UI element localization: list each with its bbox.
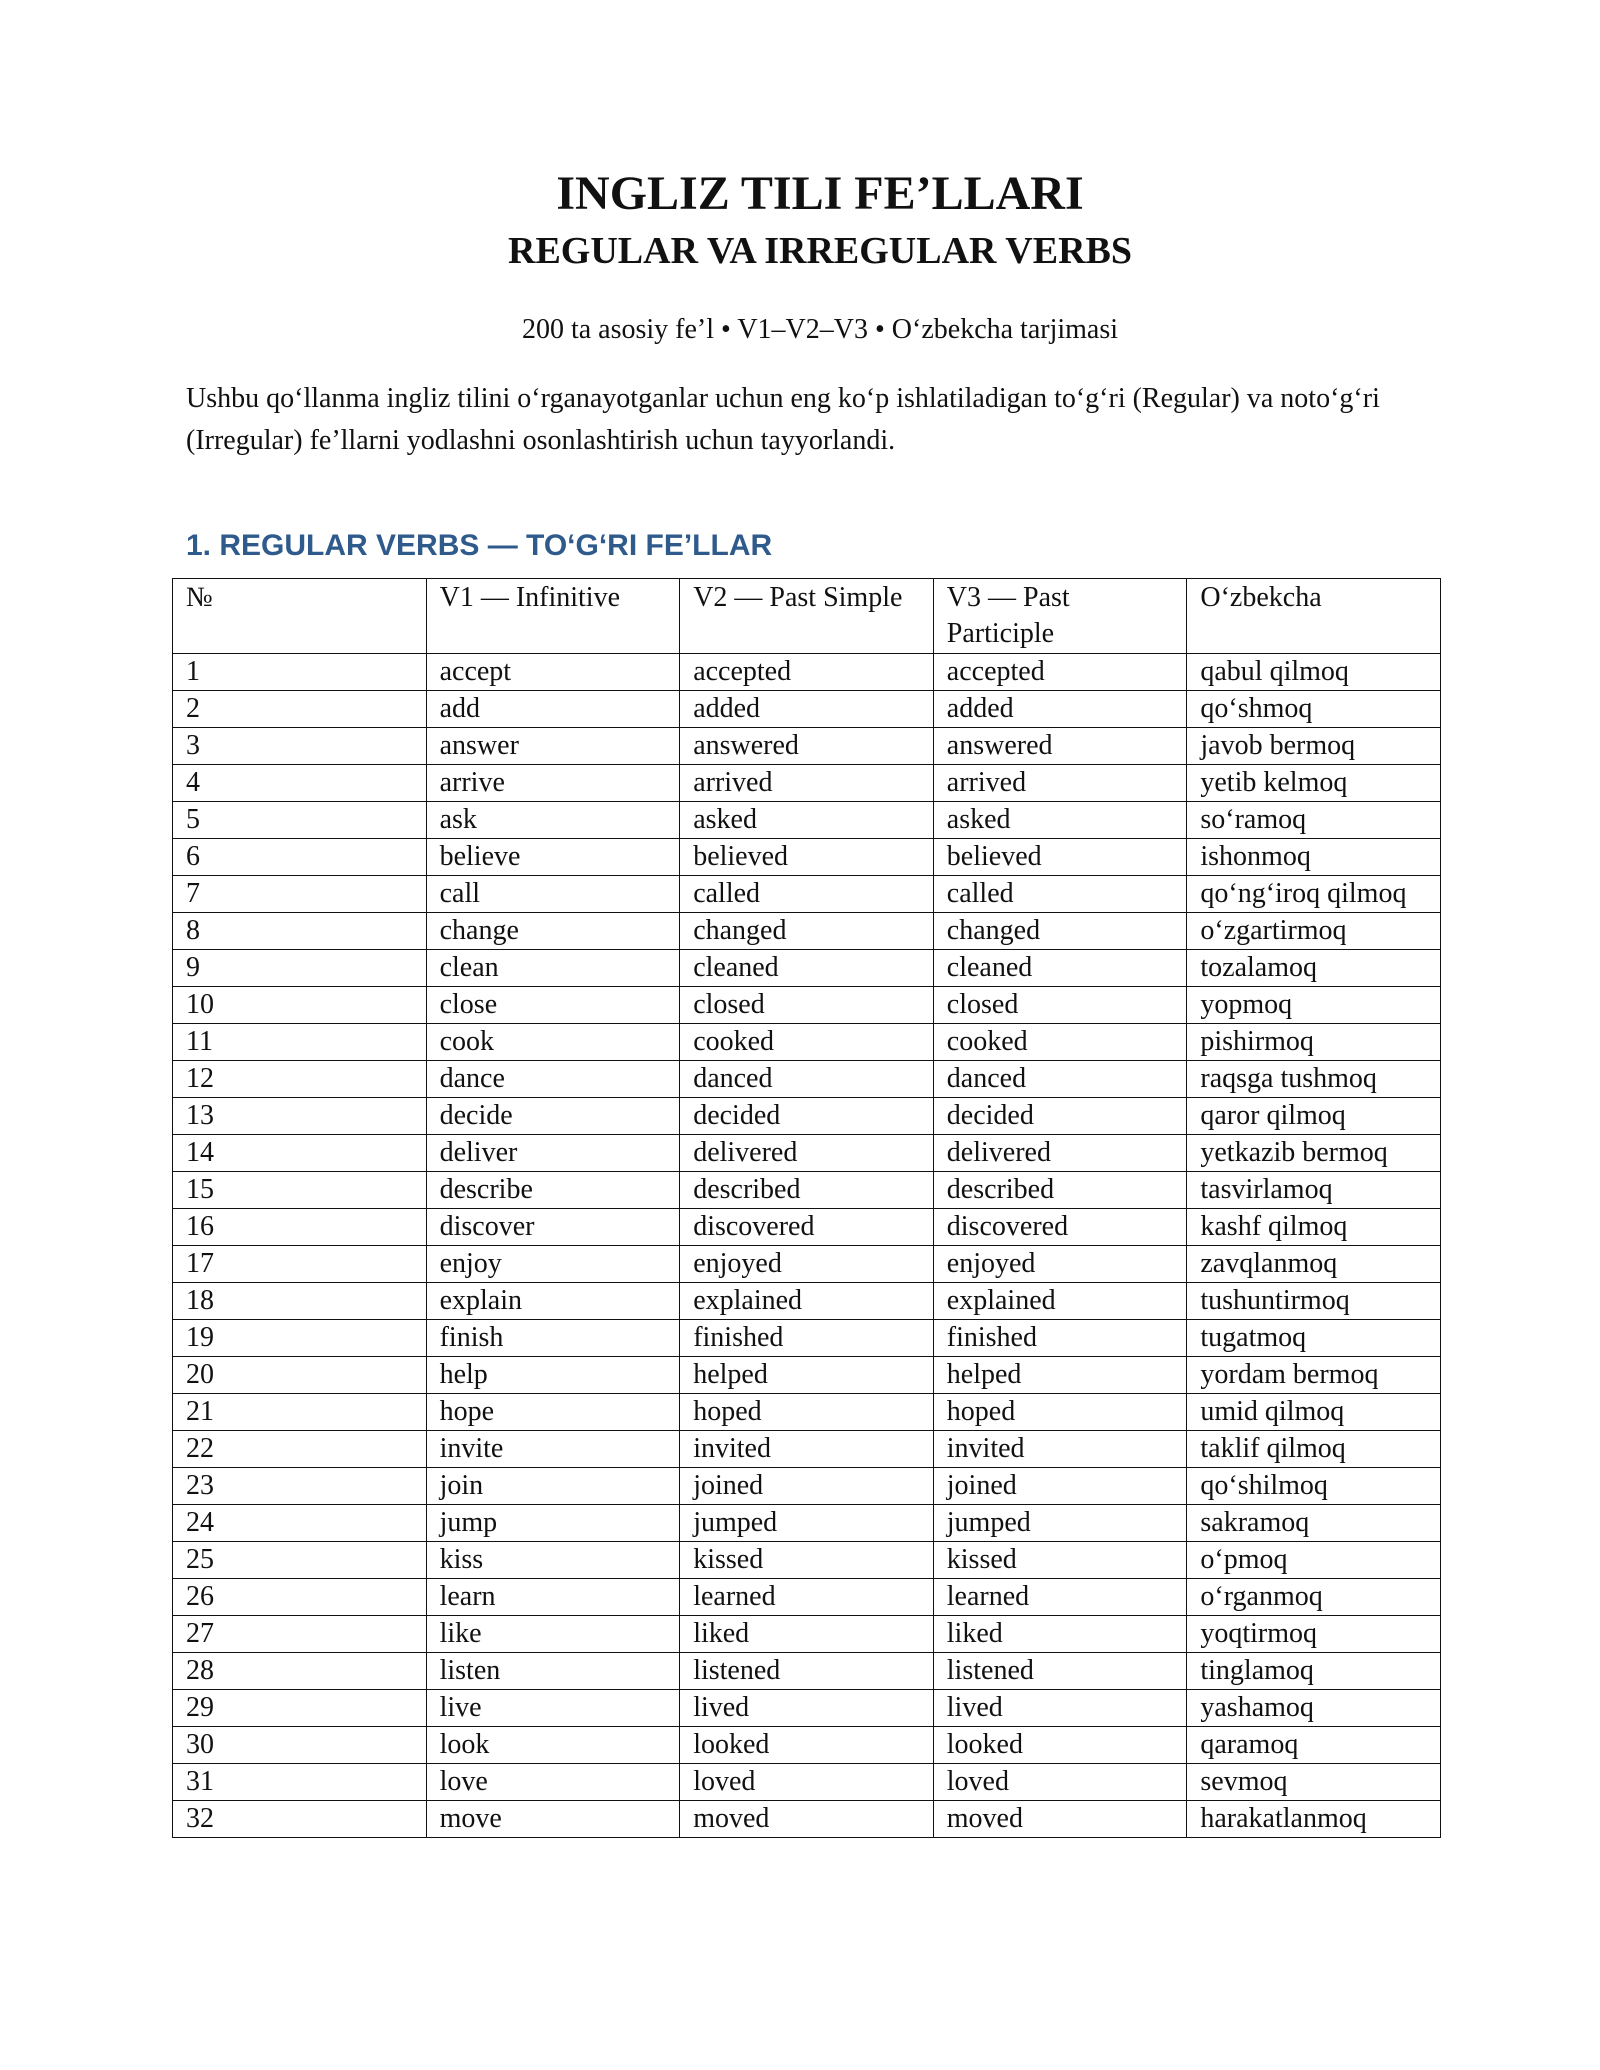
header-v2: V2 — Past Simple bbox=[680, 579, 934, 654]
header-v3: V3 — Past Participle bbox=[933, 579, 1187, 654]
cell-v2: loved bbox=[680, 1764, 934, 1801]
cell-v1: change bbox=[426, 913, 680, 950]
table-row bbox=[173, 1357, 1441, 1394]
section-heading-regular-verbs: 1. REGULAR VERBS — TO‘G‘RI FE’LLAR bbox=[186, 529, 773, 562]
cell-number: 11 bbox=[173, 1024, 427, 1061]
cell-v1: believe bbox=[426, 839, 680, 876]
cell-v2: danced bbox=[680, 1061, 934, 1098]
cell-v3: moved bbox=[933, 1801, 1187, 1838]
cell-uzbek: sevmoq bbox=[1187, 1764, 1441, 1801]
cell-v1: add bbox=[426, 691, 680, 728]
cell-v1: arrive bbox=[426, 765, 680, 802]
table-row bbox=[173, 1320, 1441, 1357]
cell-uzbek: kashf qilmoq bbox=[1187, 1209, 1441, 1246]
cell-v2: arrived bbox=[680, 765, 934, 802]
cell-number: 26 bbox=[173, 1579, 427, 1616]
cell-v2: explained bbox=[680, 1283, 934, 1320]
cell-uzbek: o‘rganmoq bbox=[1187, 1579, 1441, 1616]
cell-v1: join bbox=[426, 1468, 680, 1505]
table-row bbox=[173, 691, 1441, 728]
cell-v1: answer bbox=[426, 728, 680, 765]
cell-v3: changed bbox=[933, 913, 1187, 950]
cell-number: 6 bbox=[173, 839, 427, 876]
cell-uzbek: yoqtirmoq bbox=[1187, 1616, 1441, 1653]
cell-uzbek: umid qilmoq bbox=[1187, 1394, 1441, 1431]
cell-number: 21 bbox=[173, 1394, 427, 1431]
intro-paragraph: Ushbu qo‘llanma ingliz tilini o‘rganayotganlar uchun eng ko‘p ishlatiladigan to‘g‘ri (Regular) va noto‘g‘ri (Irregular) fe’llarni yodlashni osonlashtirish uchun tayyorlandi. bbox=[186, 383, 1380, 456]
cell-uzbek: tugatmoq bbox=[1187, 1320, 1441, 1357]
cell-uzbek: qo‘shmoq bbox=[1187, 691, 1441, 728]
cell-v3: finished bbox=[933, 1320, 1187, 1357]
cell-v3: delivered bbox=[933, 1135, 1187, 1172]
cell-number: 25 bbox=[173, 1542, 427, 1579]
cell-v1: clean bbox=[426, 950, 680, 987]
cell-uzbek: qabul qilmoq bbox=[1187, 654, 1441, 691]
table-row bbox=[173, 1209, 1441, 1246]
cell-number: 28 bbox=[173, 1653, 427, 1690]
cell-uzbek: qaror qilmoq bbox=[1187, 1098, 1441, 1135]
cell-uzbek: yordam bermoq bbox=[1187, 1357, 1441, 1394]
table-row bbox=[173, 1135, 1441, 1172]
table-row bbox=[173, 1024, 1441, 1061]
header-number: № bbox=[173, 579, 427, 654]
cell-number: 18 bbox=[173, 1283, 427, 1320]
cell-v2: answered bbox=[680, 728, 934, 765]
table-row bbox=[173, 1431, 1441, 1468]
cell-v3: cooked bbox=[933, 1024, 1187, 1061]
cell-v3: enjoyed bbox=[933, 1246, 1187, 1283]
cell-number: 10 bbox=[173, 987, 427, 1024]
cell-v3: answered bbox=[933, 728, 1187, 765]
cell-v2: accepted bbox=[680, 654, 934, 691]
cell-uzbek: tushuntirmoq bbox=[1187, 1283, 1441, 1320]
cell-uzbek: yetib kelmoq bbox=[1187, 765, 1441, 802]
cell-v2: listened bbox=[680, 1653, 934, 1690]
cell-v2: jumped bbox=[680, 1505, 934, 1542]
cell-number: 29 bbox=[173, 1690, 427, 1727]
cell-number: 1 bbox=[173, 654, 427, 691]
cell-v1: call bbox=[426, 876, 680, 913]
cell-number: 2 bbox=[173, 691, 427, 728]
cell-number: 17 bbox=[173, 1246, 427, 1283]
cell-v2: joined bbox=[680, 1468, 934, 1505]
cell-number: 24 bbox=[173, 1505, 427, 1542]
table-row bbox=[173, 1505, 1441, 1542]
cell-uzbek: harakatlanmoq bbox=[1187, 1801, 1441, 1838]
table-row bbox=[173, 1061, 1441, 1098]
regular-verbs-table bbox=[172, 578, 1441, 1838]
cell-uzbek: tinglamoq bbox=[1187, 1653, 1441, 1690]
cell-v3: kissed bbox=[933, 1542, 1187, 1579]
table-row bbox=[173, 1801, 1441, 1838]
cell-v1: like bbox=[426, 1616, 680, 1653]
cell-v2: hoped bbox=[680, 1394, 934, 1431]
cell-v3: hoped bbox=[933, 1394, 1187, 1431]
cell-uzbek: yetkazib bermoq bbox=[1187, 1135, 1441, 1172]
cell-uzbek: javob bermoq bbox=[1187, 728, 1441, 765]
cell-v3: asked bbox=[933, 802, 1187, 839]
cell-v3: accepted bbox=[933, 654, 1187, 691]
cell-v2: finished bbox=[680, 1320, 934, 1357]
table-row bbox=[173, 728, 1441, 765]
cell-v1: look bbox=[426, 1727, 680, 1764]
cell-v1: cook bbox=[426, 1024, 680, 1061]
table-row bbox=[173, 950, 1441, 987]
table-row bbox=[173, 987, 1441, 1024]
cell-number: 5 bbox=[173, 802, 427, 839]
cell-v2: kissed bbox=[680, 1542, 934, 1579]
cell-v3: looked bbox=[933, 1727, 1187, 1764]
table-row bbox=[173, 1283, 1441, 1320]
table-row bbox=[173, 802, 1441, 839]
table-row bbox=[173, 1246, 1441, 1283]
cell-number: 13 bbox=[173, 1098, 427, 1135]
cell-v1: finish bbox=[426, 1320, 680, 1357]
cell-v3: helped bbox=[933, 1357, 1187, 1394]
cell-v2: called bbox=[680, 876, 934, 913]
cell-number: 31 bbox=[173, 1764, 427, 1801]
cell-v2: cooked bbox=[680, 1024, 934, 1061]
cell-number: 3 bbox=[173, 728, 427, 765]
cell-number: 20 bbox=[173, 1357, 427, 1394]
table-row bbox=[173, 839, 1441, 876]
cell-v1: help bbox=[426, 1357, 680, 1394]
cell-v2: helped bbox=[680, 1357, 934, 1394]
cell-uzbek: yopmoq bbox=[1187, 987, 1441, 1024]
cell-v1: move bbox=[426, 1801, 680, 1838]
cell-uzbek: ishonmoq bbox=[1187, 839, 1441, 876]
cell-v2: described bbox=[680, 1172, 934, 1209]
cell-v2: asked bbox=[680, 802, 934, 839]
cell-number: 4 bbox=[173, 765, 427, 802]
cell-v1: deliver bbox=[426, 1135, 680, 1172]
cell-uzbek: qaramoq bbox=[1187, 1727, 1441, 1764]
cell-uzbek: raqsga tushmoq bbox=[1187, 1061, 1441, 1098]
cell-number: 30 bbox=[173, 1727, 427, 1764]
cell-v3: discovered bbox=[933, 1209, 1187, 1246]
cell-v3: learned bbox=[933, 1579, 1187, 1616]
cell-v3: decided bbox=[933, 1098, 1187, 1135]
cell-v1: discover bbox=[426, 1209, 680, 1246]
cell-uzbek: zavqlanmoq bbox=[1187, 1246, 1441, 1283]
cell-v3: described bbox=[933, 1172, 1187, 1209]
cell-uzbek: tasvirlamoq bbox=[1187, 1172, 1441, 1209]
table-header-row bbox=[173, 579, 1441, 654]
cell-number: 9 bbox=[173, 950, 427, 987]
cell-number: 23 bbox=[173, 1468, 427, 1505]
cell-uzbek: pishirmoq bbox=[1187, 1024, 1441, 1061]
document-tagline: 200 ta asosiy fe’l • V1–V2–V3 • O‘zbekcha tarjimasi bbox=[521, 314, 1119, 345]
cell-v2: delivered bbox=[680, 1135, 934, 1172]
cell-v1: hope bbox=[426, 1394, 680, 1431]
cell-number: 16 bbox=[173, 1209, 427, 1246]
cell-v2: decided bbox=[680, 1098, 934, 1135]
cell-uzbek: yashamoq bbox=[1187, 1690, 1441, 1727]
table-row bbox=[173, 1468, 1441, 1505]
cell-v1: close bbox=[426, 987, 680, 1024]
cell-v3: closed bbox=[933, 987, 1187, 1024]
cell-v1: jump bbox=[426, 1505, 680, 1542]
cell-v3: added bbox=[933, 691, 1187, 728]
table-row bbox=[173, 1579, 1441, 1616]
cell-v2: learned bbox=[680, 1579, 934, 1616]
cell-v2: discovered bbox=[680, 1209, 934, 1246]
cell-v2: cleaned bbox=[680, 950, 934, 987]
cell-number: 27 bbox=[173, 1616, 427, 1653]
table-row bbox=[173, 1653, 1441, 1690]
cell-uzbek: qo‘shilmoq bbox=[1187, 1468, 1441, 1505]
cell-number: 7 bbox=[173, 876, 427, 913]
cell-v2: liked bbox=[680, 1616, 934, 1653]
cell-uzbek: so‘ramoq bbox=[1187, 802, 1441, 839]
cell-v3: cleaned bbox=[933, 950, 1187, 987]
table-row bbox=[173, 654, 1441, 691]
cell-v3: explained bbox=[933, 1283, 1187, 1320]
cell-v3: danced bbox=[933, 1061, 1187, 1098]
cell-uzbek: sakramoq bbox=[1187, 1505, 1441, 1542]
cell-v2: added bbox=[680, 691, 934, 728]
cell-v3: called bbox=[933, 876, 1187, 913]
cell-v3: invited bbox=[933, 1431, 1187, 1468]
cell-v3: arrived bbox=[933, 765, 1187, 802]
header-uzbek: O‘zbekcha bbox=[1187, 579, 1441, 654]
cell-v3: believed bbox=[933, 839, 1187, 876]
cell-v2: looked bbox=[680, 1727, 934, 1764]
cell-v3: liked bbox=[933, 1616, 1187, 1653]
cell-v2: closed bbox=[680, 987, 934, 1024]
cell-v2: changed bbox=[680, 913, 934, 950]
document-title: INGLIZ TILI FE’LLARI bbox=[556, 167, 1084, 220]
table-row bbox=[173, 1727, 1441, 1764]
cell-number: 19 bbox=[173, 1320, 427, 1357]
table-row bbox=[173, 1098, 1441, 1135]
cell-number: 22 bbox=[173, 1431, 427, 1468]
table-row bbox=[173, 876, 1441, 913]
cell-v3: jumped bbox=[933, 1505, 1187, 1542]
header-v1: V1 — Infinitive bbox=[426, 579, 680, 654]
cell-v1: accept bbox=[426, 654, 680, 691]
table-row bbox=[173, 765, 1441, 802]
cell-v1: learn bbox=[426, 1579, 680, 1616]
cell-v1: enjoy bbox=[426, 1246, 680, 1283]
table-row bbox=[173, 1394, 1441, 1431]
cell-v3: lived bbox=[933, 1690, 1187, 1727]
cell-number: 12 bbox=[173, 1061, 427, 1098]
cell-number: 32 bbox=[173, 1801, 427, 1838]
cell-uzbek: taklif qilmoq bbox=[1187, 1431, 1441, 1468]
table-row bbox=[173, 1764, 1441, 1801]
cell-v3: loved bbox=[933, 1764, 1187, 1801]
cell-v2: invited bbox=[680, 1431, 934, 1468]
cell-number: 15 bbox=[173, 1172, 427, 1209]
cell-v1: ask bbox=[426, 802, 680, 839]
cell-v1: live bbox=[426, 1690, 680, 1727]
table-row bbox=[173, 913, 1441, 950]
cell-v1: love bbox=[426, 1764, 680, 1801]
table-row bbox=[173, 1542, 1441, 1579]
cell-v3: listened bbox=[933, 1653, 1187, 1690]
document-subtitle: REGULAR VA IRREGULAR VERBS bbox=[508, 230, 1132, 272]
cell-number: 14 bbox=[173, 1135, 427, 1172]
cell-v1: describe bbox=[426, 1172, 680, 1209]
cell-v2: believed bbox=[680, 839, 934, 876]
cell-uzbek: tozalamoq bbox=[1187, 950, 1441, 987]
cell-uzbek: o‘zgartirmoq bbox=[1187, 913, 1441, 950]
cell-v1: decide bbox=[426, 1098, 680, 1135]
cell-v2: enjoyed bbox=[680, 1246, 934, 1283]
cell-v1: invite bbox=[426, 1431, 680, 1468]
cell-v2: lived bbox=[680, 1690, 934, 1727]
table-body bbox=[173, 654, 1441, 1838]
cell-v3: joined bbox=[933, 1468, 1187, 1505]
cell-v1: dance bbox=[426, 1061, 680, 1098]
cell-number: 8 bbox=[173, 913, 427, 950]
cell-uzbek: o‘pmoq bbox=[1187, 1542, 1441, 1579]
table-row bbox=[173, 1690, 1441, 1727]
table-row bbox=[173, 1616, 1441, 1653]
cell-v1: listen bbox=[426, 1653, 680, 1690]
cell-v1: kiss bbox=[426, 1542, 680, 1579]
cell-v1: explain bbox=[426, 1283, 680, 1320]
cell-uzbek: qo‘ng‘iroq qilmoq bbox=[1187, 876, 1441, 913]
table-row bbox=[173, 1172, 1441, 1209]
cell-v2: moved bbox=[680, 1801, 934, 1838]
